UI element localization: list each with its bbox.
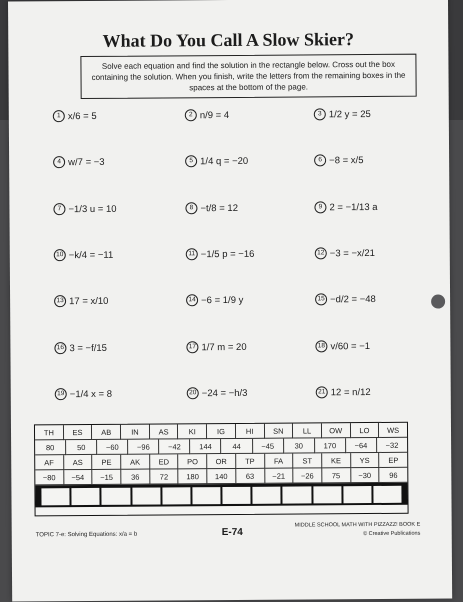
answer-letter[interactable]: OR: [207, 454, 236, 469]
problem-10: [54, 249, 114, 261]
answer-value[interactable]: 180: [179, 469, 208, 484]
answer-space[interactable]: [72, 488, 100, 505]
instructions-box: Solve each equation and find the solution in the rectangle below. Cross out the box containing the solution. When you finish, write the letters from the remaining boxes in the spaces at the bottom of the page.: [80, 54, 416, 99]
problem-13: [54, 295, 108, 307]
answer-value[interactable]: 36: [121, 470, 150, 485]
problem-number: 12: [315, 247, 327, 259]
answer-value[interactable]: −26: [293, 468, 322, 483]
problem-7: [53, 203, 116, 215]
answer-value[interactable]: −96: [128, 439, 159, 454]
problem-equation: w/7 = −3: [68, 156, 105, 168]
answer-space[interactable]: [132, 487, 160, 504]
answer-letter[interactable]: AB: [92, 425, 121, 440]
problem-equation: −6 = 1/9 y: [201, 294, 244, 306]
answer-value[interactable]: −42: [159, 439, 190, 454]
problem-number: 1: [53, 110, 65, 122]
problem-2: [185, 109, 229, 121]
problem-equation: n/9 = 4: [199, 109, 230, 121]
book-title: MIDDLE SCHOOL MATH WITH PIZZAZZ! BOOK E: [294, 521, 421, 529]
answer-value[interactable]: 44: [222, 439, 253, 454]
answer-value[interactable]: 144: [190, 439, 221, 454]
problem-number: 16: [54, 342, 66, 354]
answer-letter[interactable]: SN: [264, 424, 293, 439]
answer-value[interactable]: −15: [93, 470, 122, 485]
problem-17: [186, 341, 246, 353]
problem-equation: 17 = x/10: [69, 295, 109, 307]
punch-hole: [431, 294, 445, 308]
problem-12: [315, 247, 375, 259]
problem-number: 10: [54, 249, 66, 261]
answer-letter[interactable]: KI: [178, 424, 207, 439]
page-title: What Do You Call A Slow Skier?: [102, 29, 355, 51]
answer-letter[interactable]: AF: [35, 455, 64, 470]
answer-letter[interactable]: IN: [121, 425, 150, 440]
problem-number: 19: [55, 388, 67, 400]
problem-number: 11: [186, 248, 198, 260]
problem-5: [185, 155, 248, 167]
answer-letter[interactable]: AK: [121, 455, 150, 470]
problem-equation: −8 = x/5: [329, 154, 364, 166]
problem-8: [185, 202, 238, 214]
answer-letter[interactable]: ED: [150, 454, 179, 469]
problem-number: 20: [187, 387, 199, 399]
problem-number: 4: [53, 156, 65, 168]
answer-letter[interactable]: TH: [35, 425, 64, 440]
answer-space[interactable]: [192, 487, 220, 504]
page-number: E-74: [221, 526, 243, 539]
answer-letter[interactable]: ST: [293, 453, 322, 468]
answer-spaces[interactable]: [35, 483, 407, 508]
answer-value[interactable]: 50: [66, 440, 97, 455]
answer-value[interactable]: 140: [207, 469, 236, 484]
problem-equation: −k/4 = −11: [68, 249, 114, 261]
problem-19: [55, 388, 112, 400]
problem-equation: x/6 = 5: [67, 110, 97, 122]
problem-20: [187, 387, 248, 399]
answer-value[interactable]: 170: [315, 438, 346, 453]
problem-equation: v/60 = −1: [330, 340, 371, 352]
problem-number: 5: [185, 155, 197, 167]
answer-letter[interactable]: HI: [236, 424, 265, 439]
answer-value[interactable]: 80: [35, 440, 66, 455]
problem-equation: −1/4 x = 8: [69, 388, 113, 400]
answer-letter[interactable]: LO: [351, 423, 380, 438]
problem-equation: −3 = −x/21: [329, 247, 375, 259]
answer-value[interactable]: 75: [322, 468, 351, 483]
answer-space[interactable]: [41, 488, 69, 505]
answer-value[interactable]: 72: [150, 469, 179, 484]
problem-equation: −d/2 = −48: [330, 293, 376, 305]
problem-equation: 3 = −f/15: [69, 342, 107, 354]
problem-number: 13: [54, 295, 66, 307]
publisher: © Creative Publications: [363, 530, 421, 538]
answer-value[interactable]: −80: [35, 470, 64, 485]
problem-14: [186, 294, 243, 306]
answer-letter[interactable]: PO: [179, 454, 208, 469]
problem-number: 7: [53, 203, 65, 215]
problem-18: [315, 340, 370, 352]
topic-label: TOPIC 7-e: Solving Equations: x/a = b: [35, 531, 138, 539]
answer-row-values-2: [35, 468, 407, 486]
answer-letter[interactable]: TP: [236, 454, 265, 469]
problem-equation: −t/8 = 12: [200, 202, 239, 214]
problem-number: 14: [186, 294, 198, 306]
answer-space[interactable]: [343, 486, 371, 503]
problem-9: [314, 201, 377, 213]
answer-letter[interactable]: KE: [322, 453, 351, 468]
problem-6: [314, 154, 363, 166]
answer-letter[interactable]: IG: [207, 424, 236, 439]
problem-equation: 2 = −1/13 a: [329, 201, 378, 213]
problem-number: 3: [314, 108, 326, 120]
answer-letter[interactable]: WS: [379, 423, 407, 438]
answer-value[interactable]: −32: [377, 438, 407, 453]
problem-16: [54, 342, 107, 354]
problem-number: 21: [316, 386, 328, 398]
answer-value[interactable]: −64: [346, 438, 377, 453]
problem-equation: 12 = n/12: [330, 386, 371, 398]
problem-equation: −1/5 p = −16: [200, 248, 255, 260]
problem-equation: 1/7 m = 20: [201, 341, 247, 353]
answer-letter[interactable]: LL: [293, 423, 322, 438]
worksheet-page: [8, 0, 452, 602]
answer-space[interactable]: [222, 487, 250, 504]
answer-space[interactable]: [102, 488, 130, 505]
answer-letter[interactable]: OW: [322, 423, 351, 438]
problem-number: 17: [186, 341, 198, 353]
problem-3: [314, 108, 371, 120]
problem-number: 8: [185, 202, 197, 214]
answer-space[interactable]: [283, 486, 311, 503]
problem-1: [53, 110, 97, 122]
answer-letter[interactable]: ES: [64, 425, 93, 440]
problem-equation: −1/3 u = 10: [68, 203, 117, 215]
problem-equation: −24 = −h/3: [201, 387, 248, 399]
answer-letter[interactable]: PE: [93, 455, 122, 470]
answer-value[interactable]: 30: [284, 438, 315, 453]
answer-space[interactable]: [373, 486, 401, 503]
answer-value[interactable]: 96: [380, 468, 408, 483]
answer-value[interactable]: −45: [253, 439, 284, 454]
problem-15: [315, 293, 376, 305]
answer-letter[interactable]: EP: [379, 453, 407, 468]
answer-space[interactable]: [313, 486, 341, 503]
answer-value[interactable]: 63: [236, 469, 265, 484]
answer-value[interactable]: −60: [97, 440, 128, 455]
problem-number: 6: [314, 154, 326, 166]
book-credit: [295, 521, 421, 540]
answer-letter[interactable]: AS: [150, 424, 179, 439]
problem-equation: 1/2 y = 25: [328, 108, 371, 120]
problem-number: 18: [315, 340, 327, 352]
answer-letter[interactable]: FA: [265, 454, 294, 469]
answer-letter[interactable]: YS: [351, 453, 380, 468]
problem-21: [316, 386, 371, 398]
problem-number: 2: [185, 109, 197, 121]
answer-value[interactable]: −30: [351, 468, 380, 483]
answer-space[interactable]: [253, 487, 281, 504]
answer-table: [34, 422, 409, 517]
problem-4: [53, 156, 105, 168]
answer-letter[interactable]: AS: [64, 455, 93, 470]
problem-number: 15: [315, 293, 327, 305]
answer-space[interactable]: [162, 487, 190, 504]
answer-value[interactable]: −54: [64, 470, 93, 485]
problem-number: 9: [314, 201, 326, 213]
answer-value[interactable]: −21: [265, 469, 294, 484]
problem-equation: 1/4 q = −20: [200, 155, 249, 167]
problem-11: [186, 248, 255, 260]
